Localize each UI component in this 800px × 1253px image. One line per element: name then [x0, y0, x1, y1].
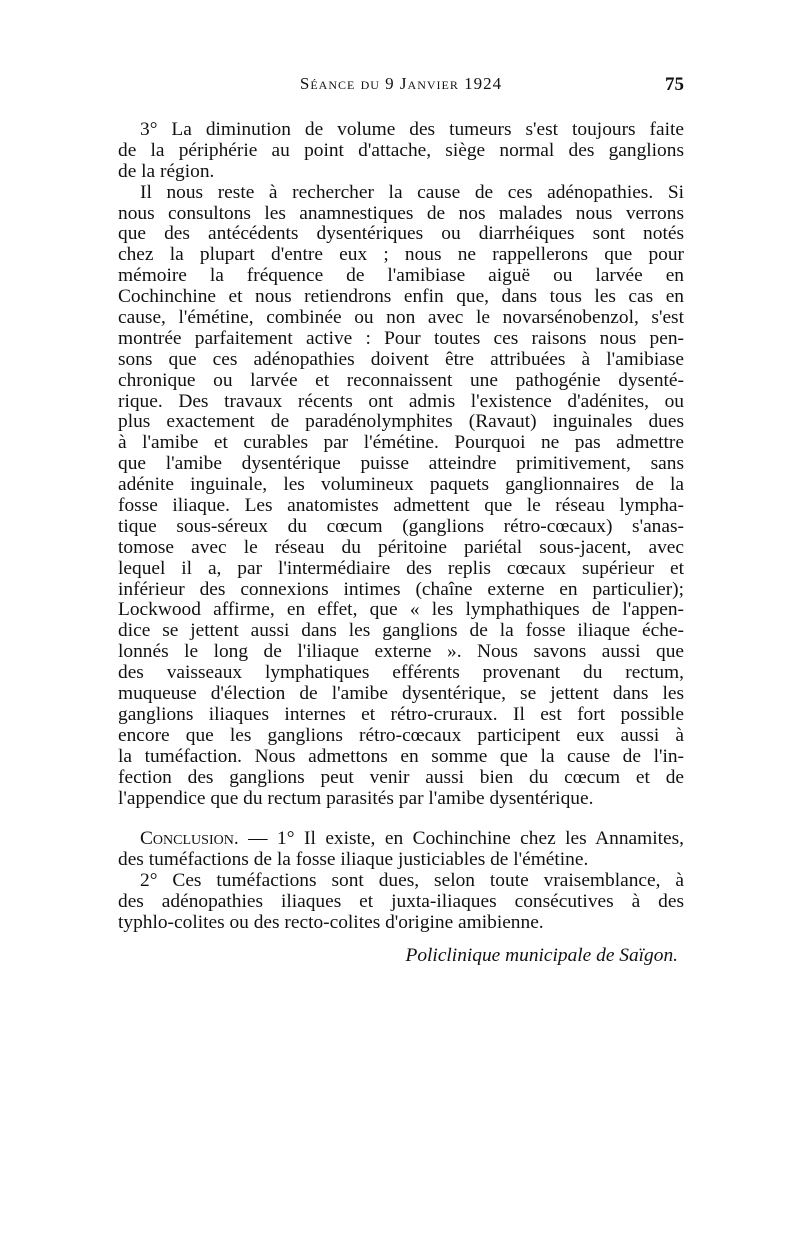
- text-line: 3° La diminution de volume des tumeurs s'est toujours faite: [140, 119, 684, 140]
- page-header: [118, 74, 684, 104]
- page-number: 75: [665, 74, 684, 95]
- conclusion-first-line: [118, 829, 684, 850]
- conclusion-text: — 1° Il existe, en Cochinchine chez les Annamites,: [238, 828, 684, 850]
- text-line: à l'amibe et curables par l'émétine. Pourquoi ne pas admettre: [118, 432, 684, 454]
- conclusion: [118, 829, 684, 933]
- text-line: fection des ganglions peut venir aussi bien du cœcum et de: [118, 766, 684, 788]
- text-line: adénite inguinale, les volumineux paquets ganglionnaires de la: [118, 474, 684, 496]
- text-line: typhlo-colites ou des recto-colites d'origine amibienne.: [118, 911, 544, 933]
- conclusion-label: Conclusion.: [140, 828, 239, 850]
- text-line: ganglions iliaques internes et rétro-cruraux. Il est fort possible: [118, 703, 684, 725]
- text-line: muqueuse d'élection de l'amibe dysentérique, se jettent dans les: [118, 683, 684, 705]
- text-line: de la région.: [118, 160, 215, 182]
- text-line: mémoire la fréquence de l'amibiase aiguë ou larvée en: [118, 265, 684, 287]
- text-line: l'appendice que du rectum parasités par l'amibe dysentérique.: [118, 787, 594, 809]
- text-line: nous consultons les anamnestiques de nos malades nous verrons: [118, 202, 684, 224]
- text-line: sons que ces adénopathies doivent être attribuées à l'amibiase: [118, 348, 684, 370]
- signature: Policlinique municipale de Saïgon.: [405, 944, 678, 966]
- page-body: [118, 120, 684, 967]
- text-line: de la périphérie au point d'attache, siège normal des ganglions: [118, 139, 684, 161]
- text-line: tique sous-séreux du cœcum (ganglions rétro-cœcaux) s'anas-: [118, 515, 684, 537]
- text-line: Cochinchine et nous retiendrons enfin que, dans tous les cas en: [118, 286, 684, 308]
- text-line: lequel il a, par l'intermédiaire des replis cœcaux supérieur et: [118, 557, 684, 579]
- text-line: 2° Ces tuméfactions sont dues, selon toute vraisemblance, à: [140, 870, 684, 892]
- text-line: la tuméfaction. Nous admettons en somme que la cause de l'in-: [118, 745, 684, 767]
- running-head: Séance du 9 Janvier 1924: [299, 74, 503, 93]
- text-line: rique. Des travaux récents ont admis l'existence d'adénites, ou: [118, 390, 684, 412]
- text-line: cause, l'émétine, combinée ou non avec le novarsénobenzol, s'est: [118, 307, 684, 329]
- paragraph-1: [118, 120, 684, 183]
- text-line: montrée parfaitement active : Pour toutes ces raisons nous pen-: [118, 327, 684, 349]
- text-line: que l'amibe dysentérique puisse atteindre primitivement, sans: [118, 453, 684, 475]
- text-line: chronique ou larvée et reconnaissent une pathogénie dysenté-: [118, 369, 684, 391]
- paragraph-2: [118, 183, 684, 810]
- text-line: Lockwood affirme, en effet, que « les lymphathiques de l'appen-: [118, 599, 684, 621]
- text-line: des adénopathies iliaques et juxta-iliaques consécutives à des: [118, 891, 684, 913]
- paragraph-gap: [118, 809, 684, 829]
- text-line: des vaisseaux lymphatiques efférents provenant du rectum,: [118, 662, 684, 684]
- text-line: fosse iliaque. Les anatomistes admettent que le réseau lympha-: [118, 495, 684, 517]
- text-line: lonnés le long de l'iliaque externe ». Nous savons aussi que: [118, 641, 684, 663]
- text-line: encore que les ganglions rétro-cœcaux participent eux aussi à: [118, 724, 684, 746]
- text-line: chez la plupart d'entre eux ; nous ne rappellerons que pour: [118, 244, 684, 266]
- text-line: que des antécédents dysentériques ou diarrhéiques sont notés: [118, 223, 684, 245]
- text-line: des tuméfactions de la fosse iliaque justiciables de l'émétine.: [118, 849, 589, 871]
- text-line: Il nous reste à rechercher la cause de ces adénopathies. Si: [140, 181, 684, 203]
- text-line: inférieur des connexions intimes (chaîne externe en particulier);: [118, 578, 684, 600]
- text-line: dice se jettent aussi dans les ganglions de la fosse iliaque éche-: [118, 620, 684, 642]
- text-line: plus exactement de paradénolymphites (Ravaut) inguinales dues: [118, 411, 684, 433]
- text-line: tomose avec le réseau du péritoine pariétal sous-jacent, avec: [118, 536, 684, 558]
